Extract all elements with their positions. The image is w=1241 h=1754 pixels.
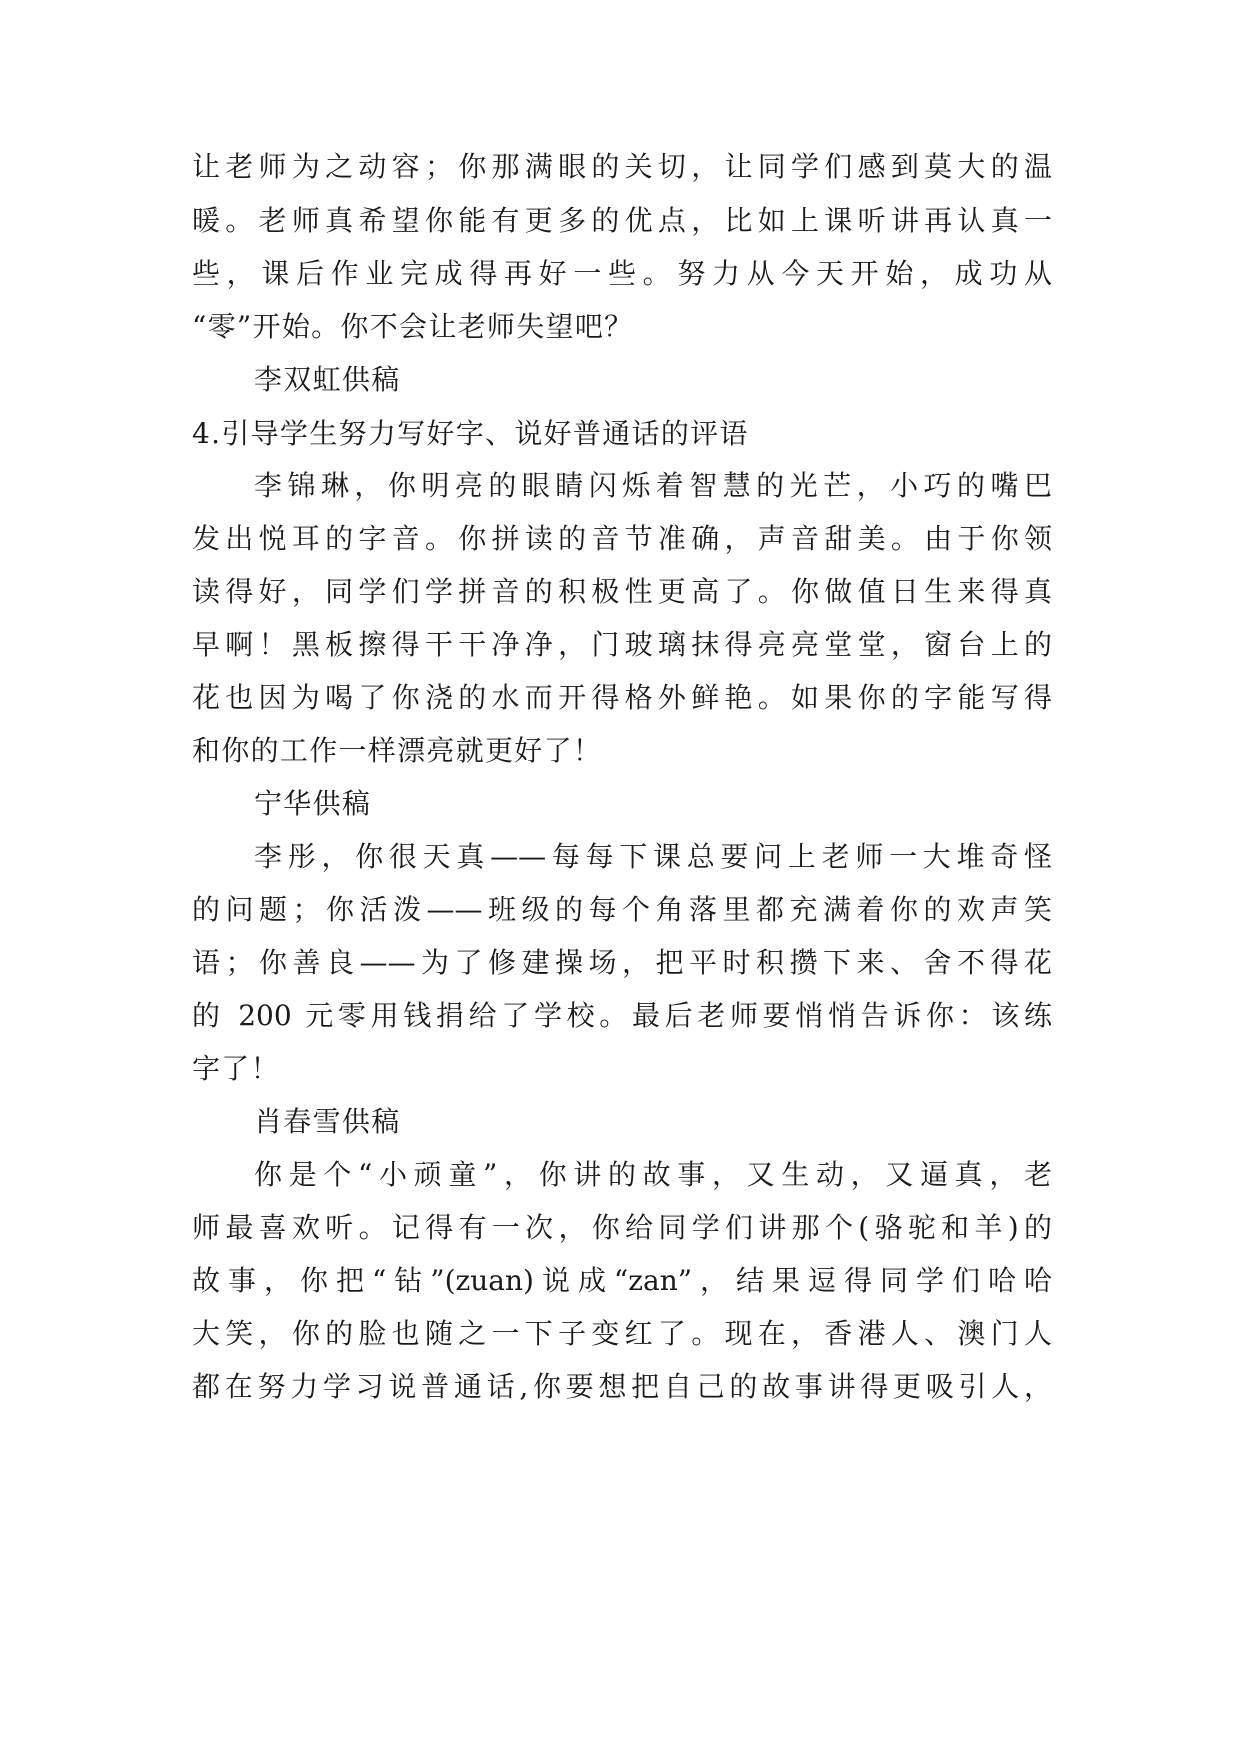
paragraph-line: 暖。老师真希望你能有更多的优点，比如上课听讲再认真一 bbox=[192, 204, 1052, 237]
paragraph-line: 故事，你把“钻”(zuan)说成“zan”，结果逗得同学们哈哈 bbox=[192, 1264, 1052, 1297]
paragraph-line: 花也因为喝了你浇的水而开得格外鲜艳。如果你的字能写得 bbox=[192, 681, 1052, 714]
paragraph-line: 发出悦耳的字音。你拼读的音节准确，声音甜美。由于你领 bbox=[192, 522, 1052, 555]
paragraph-line: 和你的工作一样漂亮就更好了！ bbox=[192, 734, 603, 767]
paragraph-line: 早啊！黑板擦得干干净净，门玻璃抹得亮亮堂堂，窗台上的 bbox=[192, 628, 1052, 661]
paragraph-line: 语；你善良——为了修建操场，把平时积攒下来、舍不得花 bbox=[192, 946, 1052, 979]
contributor-credit: 李双虹供稿 bbox=[254, 363, 401, 396]
section-heading: 4.引导学生努力写好字、说好普通话的评语 bbox=[192, 417, 749, 450]
paragraph-line: 字了！ bbox=[192, 1052, 280, 1085]
paragraph-line: 的 200 元零用钱捐给了学校。最后老师要悄悄告诉你：该练 bbox=[192, 999, 1052, 1032]
paragraph-line: 李彤，你很天真——每每下课总要问上老师一大堆奇怪 bbox=[254, 840, 1052, 873]
contributor-credit: 肖春雪供稿 bbox=[254, 1105, 401, 1138]
paragraph-line: 让老师为之动容；你那满眼的关切，让同学们感到莫大的温 bbox=[192, 150, 1052, 183]
paragraph-line: 你是个“小顽童”，你讲的故事，又生动，又逼真，老 bbox=[254, 1158, 1052, 1191]
paragraph-line: 的问题；你活泼——班级的每个角落里都充满着你的欢声笑 bbox=[192, 893, 1052, 926]
paragraph-line: 读得好，同学们学拼音的积极性更高了。你做值日生来得真 bbox=[192, 575, 1052, 608]
paragraph-line: 师最喜欢听。记得有一次，你给同学们讲那个(骆驼和羊)的 bbox=[192, 1211, 1052, 1244]
paragraph-line: “零”开始。你不会让老师失望吧？ bbox=[192, 310, 634, 343]
paragraph-line: 些，课后作业完成得再好一些。努力从今天开始，成功从 bbox=[192, 257, 1052, 290]
paragraph-line: 大笑，你的脸也随之一下子变红了。现在，香港人、澳门人 bbox=[192, 1317, 1052, 1350]
contributor-credit: 宁华供稿 bbox=[254, 787, 372, 820]
paragraph-line: 都在努力学习说普通话,你要想把自己的故事讲得更吸引人， bbox=[192, 1370, 1052, 1403]
paragraph-line: 李锦琳，你明亮的眼睛闪烁着智慧的光芒，小巧的嘴巴 bbox=[254, 469, 1052, 502]
